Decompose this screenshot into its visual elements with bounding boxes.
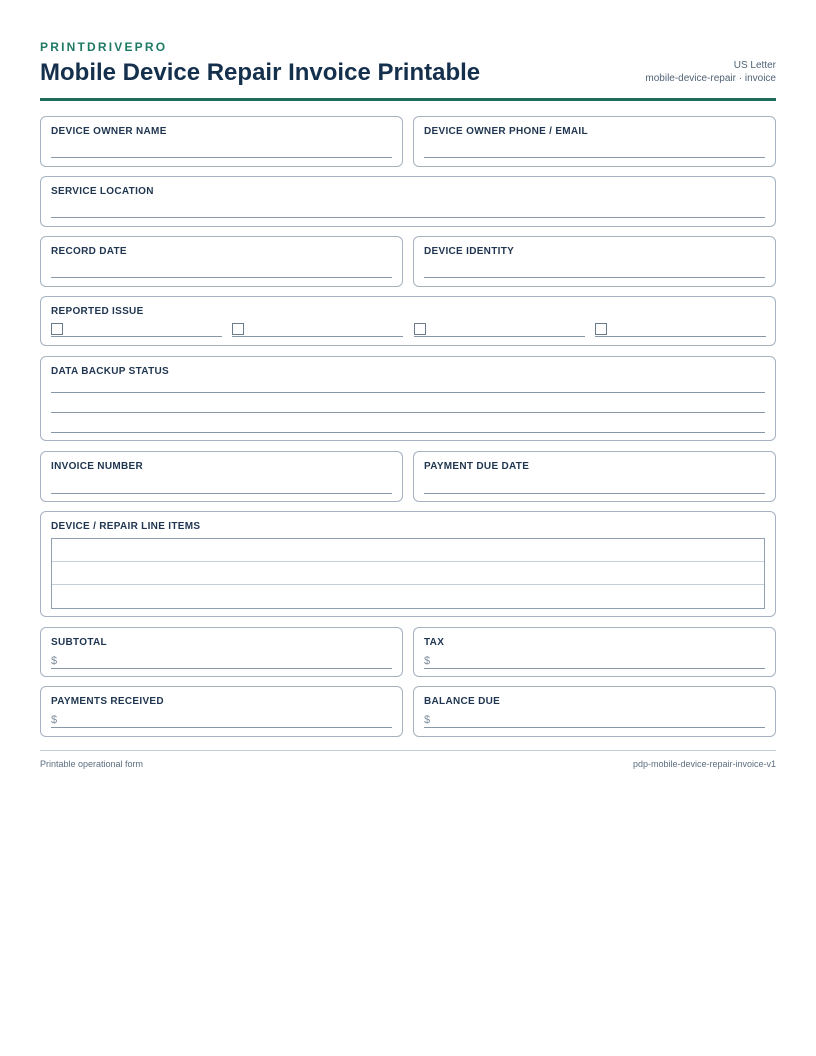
subtotal-line: [51, 668, 392, 669]
payment-due-date-label: PAYMENT DUE DATE: [424, 461, 530, 472]
currency-symbol: $: [424, 655, 431, 667]
tax-field[interactable]: [413, 627, 776, 677]
payments-received-line: [51, 727, 392, 728]
subtotal-field[interactable]: [40, 627, 403, 677]
table-row[interactable]: [52, 562, 764, 585]
writing-line: [51, 392, 765, 393]
option-line: [595, 336, 766, 337]
device-identity-field[interactable]: [413, 236, 776, 287]
service-location-label: SERVICE LOCATION: [51, 186, 154, 197]
invoice-number-label: INVOICE NUMBER: [51, 461, 143, 472]
page-title: Mobile Device Repair Invoice Printable: [40, 59, 481, 86]
checkbox[interactable]: [51, 323, 63, 335]
reported-issue-label: REPORTED ISSUE: [51, 306, 144, 317]
writing-line: [51, 412, 765, 413]
writing-line: [51, 432, 765, 433]
option-line: [414, 336, 585, 337]
payment-due-date-field[interactable]: [413, 451, 776, 502]
tax-line: [424, 668, 765, 669]
payment-due-date-line: [424, 493, 765, 494]
option-line: [51, 336, 222, 337]
table-row[interactable]: [52, 585, 764, 608]
paper-size: US Letter: [733, 60, 776, 71]
record-date-label: RECORD DATE: [51, 246, 127, 257]
currency-symbol: $: [424, 714, 431, 726]
form-tags: mobile-device-repair · invoice: [645, 73, 776, 84]
reported-issue-field: [40, 296, 776, 346]
service-location-line: [51, 217, 765, 218]
checkbox[interactable]: [232, 323, 244, 335]
form-id: pdp-mobile-device-repair-invoice-v1: [632, 759, 776, 769]
line-items-table: [51, 538, 765, 609]
checkbox[interactable]: [414, 323, 426, 335]
balance-due-line: [424, 727, 765, 728]
option-line: [232, 336, 403, 337]
line-items-section: [40, 511, 776, 617]
currency-symbol: $: [51, 655, 58, 667]
page-header: [40, 40, 776, 101]
reported-issue-option-2[interactable]: [232, 323, 403, 337]
form-meta: [645, 59, 776, 85]
checkbox[interactable]: [595, 323, 607, 335]
subtotal-label: SUBTOTAL: [51, 637, 107, 648]
tax-label: TAX: [424, 637, 445, 648]
data-backup-status-field[interactable]: [40, 356, 776, 441]
owner-contact-line: [424, 157, 765, 158]
owner-name-line: [51, 157, 392, 158]
service-location-field[interactable]: [40, 176, 776, 227]
payments-received-field[interactable]: [40, 686, 403, 737]
footer-description: Printable operational form: [40, 759, 144, 769]
device-identity-label: DEVICE IDENTITY: [424, 246, 515, 257]
currency-symbol: $: [51, 714, 58, 726]
balance-due-field[interactable]: [413, 686, 776, 737]
line-items-label: DEVICE / REPAIR LINE ITEMS: [51, 521, 201, 532]
invoice-number-field[interactable]: [40, 451, 403, 502]
payments-received-label: PAYMENTS RECEIVED: [51, 696, 164, 707]
reported-issue-option-1[interactable]: [51, 323, 222, 337]
page-footer: [40, 750, 776, 769]
table-row[interactable]: [52, 539, 764, 562]
brand-name: PRINTDRIVEPRO: [40, 40, 168, 54]
reported-issue-option-4[interactable]: [595, 323, 766, 337]
owner-name-field[interactable]: [40, 116, 403, 167]
data-backup-status-label: DATA BACKUP STATUS: [51, 366, 169, 377]
balance-due-label: BALANCE DUE: [424, 696, 501, 707]
reported-issue-option-3[interactable]: [414, 323, 585, 337]
record-date-line: [51, 277, 392, 278]
record-date-field[interactable]: [40, 236, 403, 287]
owner-name-label: DEVICE OWNER NAME: [51, 126, 167, 137]
owner-contact-field[interactable]: [413, 116, 776, 167]
invoice-number-line: [51, 493, 392, 494]
owner-contact-label: DEVICE OWNER PHONE / EMAIL: [424, 126, 588, 137]
invoice-page: [40, 40, 776, 726]
device-identity-line: [424, 277, 765, 278]
